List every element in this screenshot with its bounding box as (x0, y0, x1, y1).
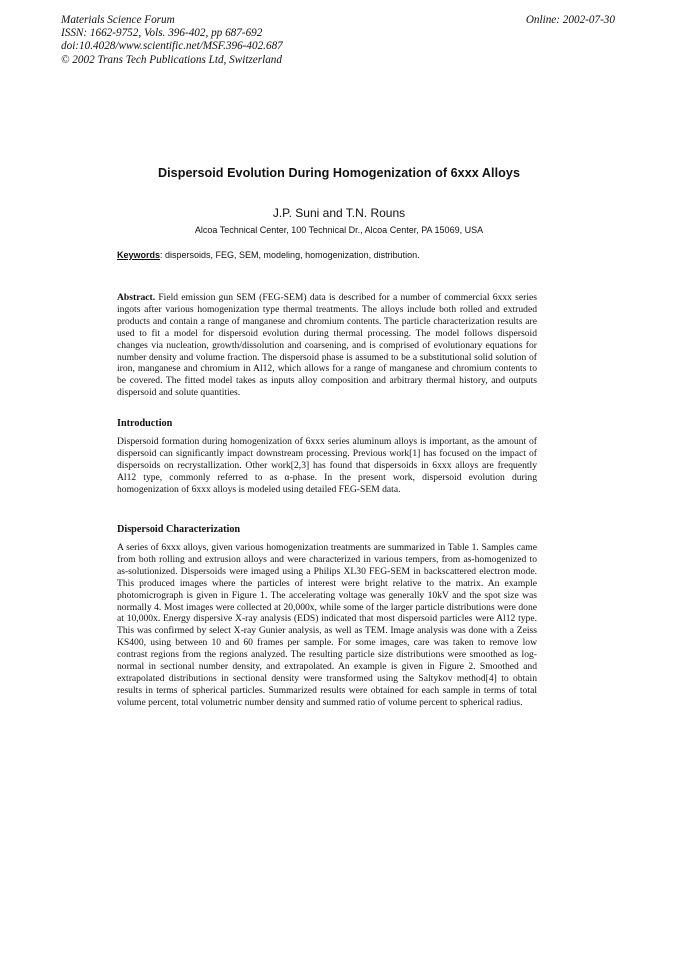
abstract-label: Abstract. (117, 292, 156, 303)
page-header (61, 14, 615, 67)
abstract-section (117, 292, 537, 399)
introduction-text: Dispersoid formation during homogenization of 6xxx series aluminum alloys is important, as the amount of dispersoid can significantly impact downstream processing. Previous work[1] has focused on the impact of dispersoids on recrystallization. Other work[2,3] has found that dispersoids in 6xxx alloys are frequently Al12 type, commonly referred to as α-phase. In the present work, dispersoid evolution during homogenization of 6xxx alloys is modeled using detailed FEG-SEM data. (117, 436, 537, 495)
keywords-line (117, 250, 420, 260)
abstract-text: Field emission gun SEM (FEG-SEM) data is described for a number of commercial 6xxx series ingots after various homogenization type thermal treatments. The alloys include both rolled and extruded products and contain a range of manganese and chromium contents. The particle characterization results are used to fit a model for dispersoid evolution during thermal processing. The model follows dispersoid changes via nucleation, growth/dissolution and coarsening, and is comprised of evolutionary equations for number density and volume fraction. The dispersoid phase is assumed to be a substitutional solid solution of iron, manganese and chromium in Al12, which allows for a range of manganese and chromium contents to be covered. The fitted model takes as inputs alloy composition and arbitrary thermal history, and outputs dispersoid and solute quantities. (117, 292, 537, 399)
keywords-label: Keywords (117, 250, 161, 260)
keywords-text: : dispersoids, FEG, SEM, modeling, homogenization, distribution. (160, 250, 420, 260)
author-affiliation: Alcoa Technical Center, 100 Technical Dr., Alcoa Center, PA 15069, USA (194, 225, 484, 235)
journal-name: Materials Science Forum (61, 14, 175, 26)
characterization-heading: Dispersoid Characterization (117, 524, 241, 535)
paper-title: Dispersoid Evolution During Homogenization of 6xxx Alloys (157, 166, 521, 180)
paper-authors: J.P. Suni and T.N. Rouns (272, 206, 406, 220)
online-date: Online: 2002-07-30 (525, 14, 615, 26)
introduction-section (117, 436, 537, 496)
copyright-line: © 2002 Trans Tech Publications Ltd, Switzerland (61, 53, 282, 66)
characterization-text: A series of 6xxx alloys, given various homogenization treatments are summarized in Table 1. Samples came from both rolling and extrusion alloys and were characterized in various tempers, from as-homogenized to as-solutionized. Dispersoids were imaged using a Philips XL30 FEG-SEM in backscattered electron mode. This produced images where the particles of interest were bright relative to the matrix. An example photomicrograph is given in Figure 1. The accelerating voltage was generally 10kV and the spot size was normally 4. Most images were collected at 20,000x, while some of the larger particle distributions were done at 10,000x. Energy dispersive X-ray analysis (EDS) indicated that most dispersoid particles were Al12 type. This was confirmed by select X-ray Gunier analysis, as well as TEM. Image analysis was done with a Zeiss KS400, using between 10 and 60 frames per sample. For some images, care was taken to remove low contrast regions from the regions analyzed. The resulting particle size distributions were smoothed as log-normal in sectional number density, and extrapolated. An example is given in Figure 2. Smoothed and extrapolated distributions in sectional density were transformed using the Saltykov method[4] to obtain results in terms of spherical particles. Summarized results were obtained for each sample in terms of total volume percent, total volumetric number density and summed ratio of volume percent to spherical radius. (117, 542, 537, 708)
doi-line[interactable]: doi:10.4028/www.scientific.net/MSF.396-402.687 (61, 40, 283, 53)
issn-line: ISSN: 1662-9752, Vols. 396-402, pp 687-692 (61, 27, 263, 40)
introduction-heading: Introduction (117, 418, 173, 429)
citation-block (61, 14, 283, 67)
characterization-section (117, 542, 537, 709)
